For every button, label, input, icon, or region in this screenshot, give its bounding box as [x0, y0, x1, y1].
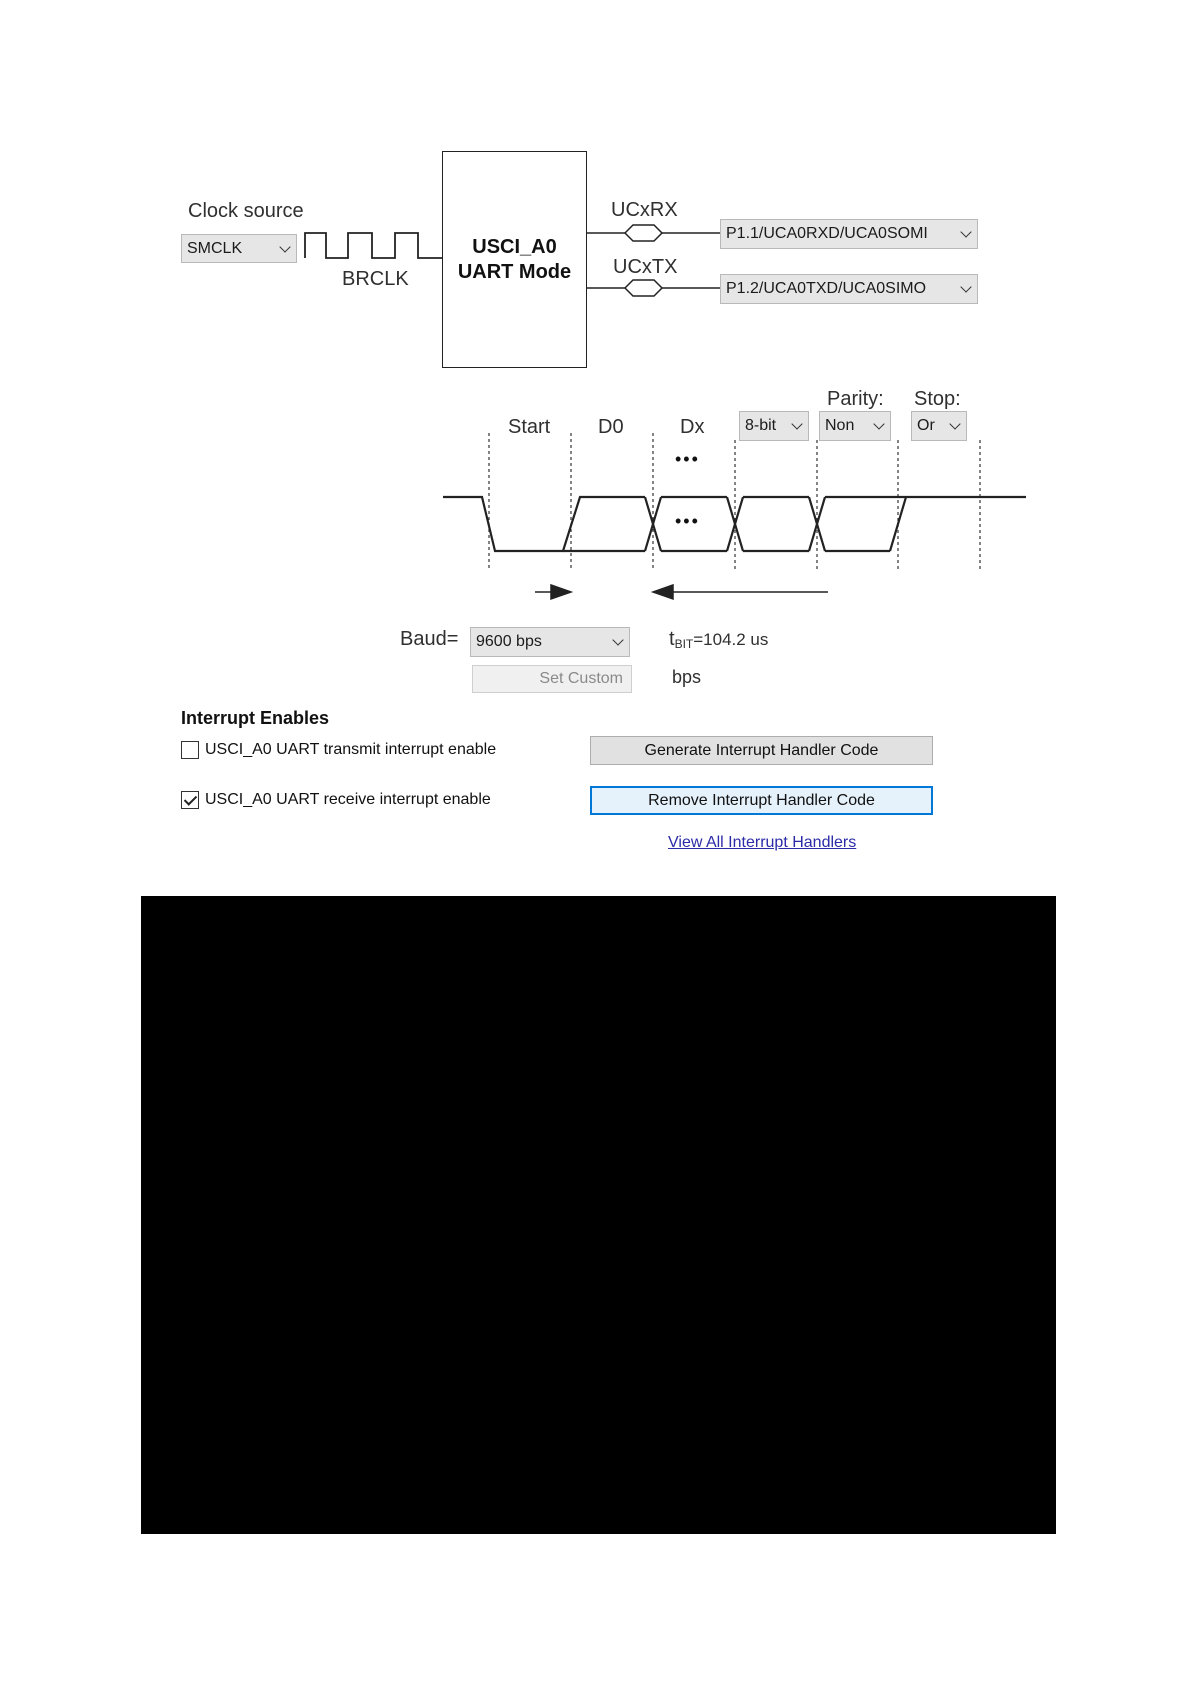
start-bit-label: Start: [508, 416, 551, 438]
stop-label: Stop:: [914, 388, 961, 410]
remove-interrupt-handler-button[interactable]: Remove Interrupt Handler Code: [590, 786, 933, 815]
data-bits-value: 8-bit: [745, 417, 777, 434]
tx-interrupt-checkbox[interactable]: [181, 741, 199, 759]
set-custom-button[interactable]: Set Custom: [472, 665, 632, 693]
module-mode: UART Mode: [457, 260, 572, 283]
bit-time-arrow: [535, 585, 571, 599]
clock-source-value: SMCLK: [187, 240, 243, 257]
custom-baud-unit: bps: [672, 667, 702, 687]
view-all-interrupt-handlers-link[interactable]: View All Interrupt Handlers: [668, 834, 857, 851]
chevron-down-icon: [873, 418, 884, 429]
rx-pin-dropdown[interactable]: [720, 219, 978, 249]
rx-interrupt-checkbox[interactable]: [181, 791, 199, 809]
stop-bits-dropdown[interactable]: [911, 411, 967, 441]
chevron-down-icon: [949, 418, 960, 429]
chevron-down-icon: [960, 281, 971, 292]
parity-label: Parity:: [827, 388, 884, 410]
chevron-down-icon: [960, 226, 971, 237]
chevron-down-icon: [279, 241, 290, 252]
black-panel: [141, 896, 1056, 1534]
tx-interrupt-label: USCI_A0 UART transmit interrupt enable: [205, 741, 497, 758]
rx-signal-label: UCxRX: [611, 199, 678, 221]
rx-pin-value: P1.1/UCA0RXD/UCA0SOMI: [726, 225, 928, 242]
ellipsis-lower: •••: [675, 511, 700, 531]
chevron-down-icon: [612, 634, 623, 645]
baud-label: Baud=: [400, 628, 459, 650]
rx-bus-symbol: [587, 225, 720, 241]
rx-interrupt-label: USCI_A0 UART receive interrupt enable: [205, 791, 491, 808]
data-bits-dropdown[interactable]: [739, 411, 809, 441]
tx-pin-dropdown[interactable]: [720, 274, 978, 304]
parity-dropdown[interactable]: [819, 411, 891, 441]
tx-bus-symbol: [587, 280, 720, 296]
chevron-down-icon: [791, 418, 802, 429]
module-name: USCI_A0: [472, 235, 557, 258]
tbit-value: =104.2 us: [693, 630, 769, 649]
frame-time-arrow: [653, 585, 828, 599]
tx-pin-value: P1.2/UCA0TXD/UCA0SIMO: [726, 280, 927, 297]
clock-source-dropdown[interactable]: [181, 234, 297, 263]
usci-module-box: [442, 151, 587, 368]
d0-bit-label: D0: [598, 416, 624, 438]
generate-interrupt-handler-button[interactable]: Generate Interrupt Handler Code: [590, 736, 933, 765]
brclk-label: BRCLK: [342, 268, 409, 290]
clock-source-label: Clock source: [188, 200, 304, 222]
tbit-subscript: BIT: [674, 637, 694, 651]
tbit-symbol: t: [669, 628, 675, 650]
parity-value: Non: [825, 417, 855, 434]
tbit-readout: [669, 628, 768, 651]
baud-rate-dropdown[interactable]: [470, 627, 630, 657]
interrupt-enables-heading: Interrupt Enables: [181, 708, 330, 728]
brclk-waveform: [305, 233, 442, 258]
stop-bits-value: Or: [917, 417, 935, 434]
baud-rate-value: 9600 bps: [476, 633, 542, 650]
tx-signal-label: UCxTX: [613, 256, 678, 278]
checkmark-icon: [184, 792, 197, 805]
ellipsis-upper: •••: [675, 449, 700, 469]
dx-bit-label: Dx: [680, 416, 705, 438]
